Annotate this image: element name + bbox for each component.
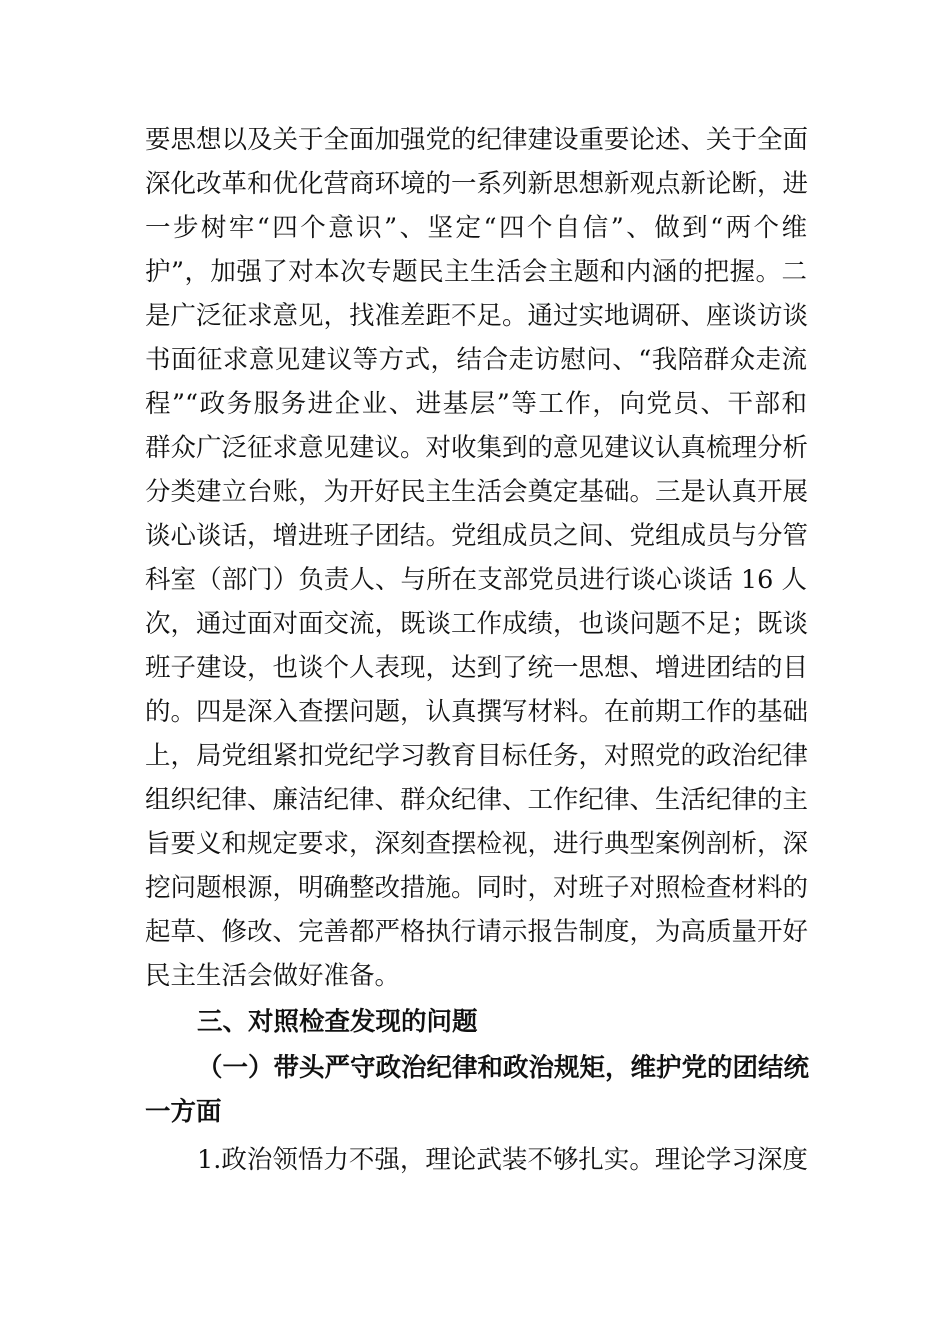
paragraph-line: 是广泛征求意见，找准差距不足。通过实地调研、座谈访谈 <box>145 301 809 331</box>
paragraph-line: 护”，加强了对本次专题民主生活会主题和内涵的把握。二 <box>145 257 807 287</box>
paragraph-line: 群众广泛征求意见建议。对收集到的意见建议认真梳理分析 <box>145 433 809 463</box>
paragraph-line: 旨要义和规定要求，深刻查摆检视，进行典型案例剖析，深 <box>145 829 809 859</box>
paragraph-line: 深化改革和优化营商环境的一系列新思想新观点新论断，进 <box>145 169 809 199</box>
paragraph-line: 谈心谈话，增进班子团结。党组成员之间、党组成员与分管 <box>145 521 809 551</box>
paragraph-line: 班子建设，也谈个人表现，达到了统一思想、增进团结的目 <box>145 653 809 683</box>
paragraph-line: 的。四是深入查摆问题，认真撰写材料。在前期工作的基础 <box>145 697 809 727</box>
paragraph-line: 组织纪律、廉洁纪律、群众纪律、工作纪律、生活纪律的主 <box>145 785 809 815</box>
paragraph-line: 一步树牢“四个意识”、坚定“四个自信”、做到“两个维 <box>145 213 807 243</box>
paragraph-line: 上，局党组紧扣党纪学习教育目标任务，对照党的政治纪律 <box>145 741 809 771</box>
subsection-heading-continued: 一方面 <box>145 1097 222 1127</box>
paragraph-line: 民主生活会做好准备。 <box>145 961 401 991</box>
paragraph-line: 要思想以及关于全面加强党的纪律建设重要论述、关于全面 <box>145 125 809 155</box>
paragraph-line: 科室（部门）负责人、与所在支部党员进行谈心谈话 16 人 <box>145 565 807 595</box>
subsection-heading: （一）带头严守政治纪律和政治规矩，维护党的团结统 <box>197 1053 810 1083</box>
paragraph-line: 书面征求意见建议等方式，结合走访慰问、“我陪群众走流 <box>145 345 807 375</box>
paragraph-line: 挖问题根源，明确整改措施。同时，对班子对照检查材料的 <box>145 873 809 903</box>
paragraph-line: 程”“政务服务进企业、进基层”等工作，向党员、干部和 <box>145 389 807 419</box>
section-heading: 三、对照检查发现的问题 <box>197 1007 478 1037</box>
paragraph-line: 分类建立台账，为开好民主生活会奠定基础。三是认真开展 <box>145 477 809 507</box>
paragraph-line: 次，通过面对面交流，既谈工作成绩，也谈问题不足；既谈 <box>145 609 809 639</box>
paragraph-line: 起草、修改、完善都严格执行请示报告制度，为高质量开好 <box>145 917 809 947</box>
item-line: 1.政治领悟力不强，理论武装不够扎实。理论学习深度 <box>197 1145 808 1175</box>
